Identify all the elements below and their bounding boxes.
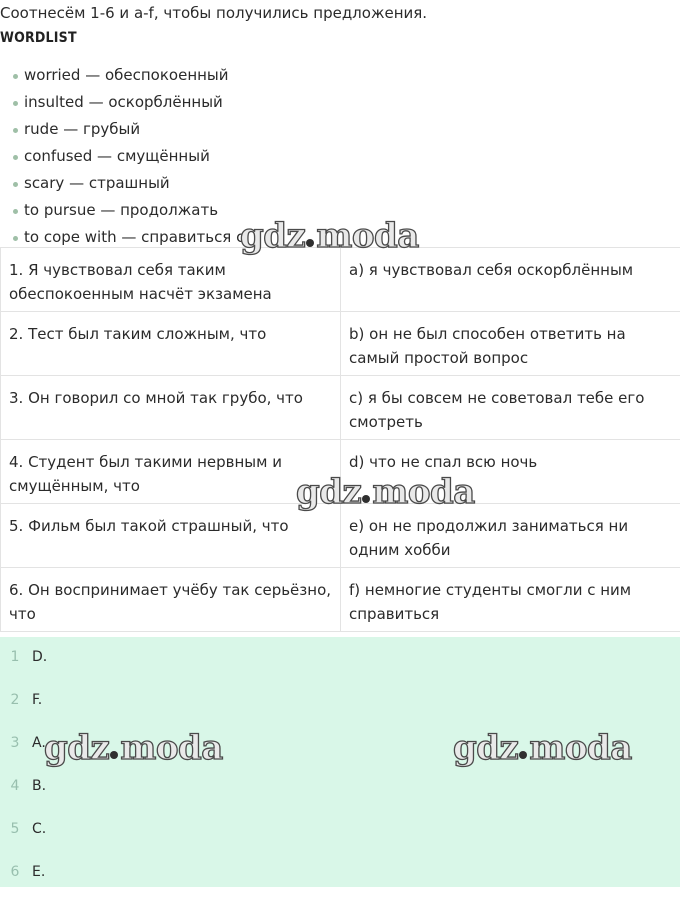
bullet-icon — [13, 101, 18, 106]
wordlist-item — [0, 116, 244, 143]
wordlist-heading: WORDLIST — [0, 30, 77, 46]
table-row — [1, 568, 680, 632]
answer-number: 4 — [10, 778, 20, 794]
table-cell-sentence-end: c) я бы совсем не советовал тебе его смотреть — [341, 376, 680, 440]
answer-row — [0, 773, 46, 797]
wordlist-item — [0, 170, 244, 197]
watermark-logo: gdz moda — [296, 472, 475, 512]
table-cell-sentence-start: 5. Фильм был такой страшный, что — [1, 504, 341, 568]
answer-row — [0, 816, 46, 840]
table-cell-sentence-end: e) он не продолжил заниматься ни одним хобби — [341, 504, 680, 568]
wordlist-item — [0, 89, 244, 116]
table-row — [1, 248, 680, 312]
answer-row — [0, 859, 45, 883]
wordlist — [0, 62, 244, 251]
bullet-icon — [13, 209, 18, 214]
table-cell-sentence-start: 6. Он воспринимает учёбу так серьёзно, что — [1, 568, 341, 632]
watermark-logo: gdz moda — [240, 216, 419, 256]
answer-row — [0, 687, 42, 711]
answer-row — [0, 644, 47, 668]
wordlist-item-text: worried — обеспокоенный — [24, 66, 229, 84]
answer-value: A. — [32, 735, 46, 751]
wordlist-item-text: to pursue — продолжать — [24, 201, 219, 219]
bullet-icon — [13, 236, 18, 241]
answer-value: E. — [32, 864, 46, 880]
answer-number: 3 — [10, 735, 20, 751]
bullet-icon — [13, 155, 18, 160]
answer-value: D. — [32, 649, 48, 665]
bullet-icon — [13, 128, 18, 133]
matching-table — [0, 247, 680, 632]
wordlist-item — [0, 197, 244, 224]
table-cell-sentence-start: 1. Я чувствовал себя таким обеспокоенным насчёт экзамена — [1, 248, 341, 312]
bullet-icon — [13, 182, 18, 187]
answer-number: 1 — [10, 649, 20, 665]
table-cell-sentence-start: 3. Он говорил со мной так грубо, что — [1, 376, 341, 440]
table-cell-sentence-end: b) он не был способен ответить на самый простой вопрос — [341, 312, 680, 376]
table-row — [1, 376, 680, 440]
answer-number: 2 — [10, 692, 20, 708]
table-cell-sentence-end: a) я чувствовал себя оскорблённым — [341, 248, 680, 312]
answer-value: B. — [32, 778, 47, 794]
wordlist-item-text: confused — смущённый — [24, 147, 210, 165]
answer-number: 5 — [10, 821, 20, 837]
table-row — [1, 312, 680, 376]
table-cell-sentence-end: d) что не спал всю ночь — [341, 440, 680, 504]
exercise-instruction: Соотнесём 1-6 и a-f, чтобы получились предложения. — [0, 4, 428, 22]
table-cell-sentence-start: 2. Тест был таким сложным, что — [1, 312, 341, 376]
answer-value: C. — [32, 821, 47, 837]
answer-number: 6 — [10, 864, 20, 880]
table-cell-sentence-start: 4. Студент был такими нервным и смущённым, что — [1, 440, 341, 504]
watermark-logo: gdz moda — [44, 728, 223, 768]
wordlist-item — [0, 143, 244, 170]
wordlist-item — [0, 62, 244, 89]
answer-value: F. — [32, 692, 43, 708]
wordlist-item-text: rude — грубый — [24, 120, 141, 138]
table-row — [1, 504, 680, 568]
wordlist-item-text: scary — страшный — [24, 174, 170, 192]
bullet-icon — [13, 74, 18, 79]
watermark-logo: gdz moda — [453, 728, 632, 768]
wordlist-item-text: to cope with — справиться с — [24, 228, 245, 246]
answer-row — [0, 730, 46, 754]
wordlist-item-text: insulted — оскорблённый — [24, 93, 223, 111]
table-cell-sentence-end: f) немногие студенты смогли с ним справиться — [341, 568, 680, 632]
